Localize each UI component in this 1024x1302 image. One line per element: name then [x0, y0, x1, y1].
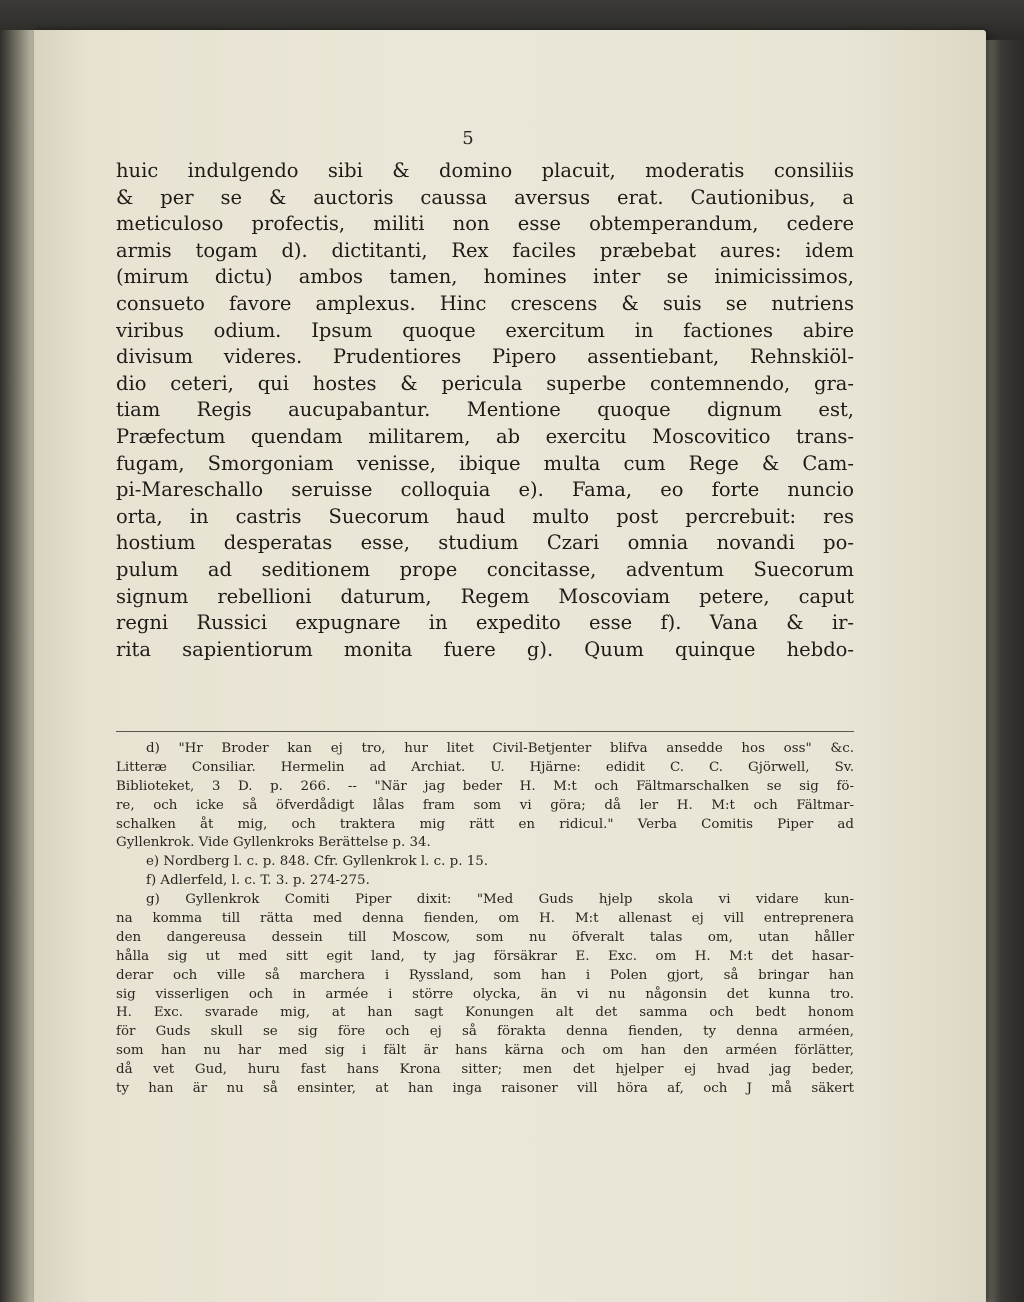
main-text-block: [116, 158, 854, 663]
footnote-line: som han nu har med sig i fält är hans kärna och om han den arméen förlätter,: [116, 1043, 854, 1059]
footnote-line: schalken åt mig, och traktera mig rätt en ridicul." Verba Comitis Piper ad: [116, 816, 854, 832]
text-line: orta, in castris Suecorum haud multo post percrebuit: res: [116, 504, 854, 528]
text-line: viribus odium. Ipsum quoque exercitum in factiones abire: [116, 318, 854, 342]
footnote-line: för Guds skull se sig före och ej så förakta denna fienden, ty denna arméen,: [116, 1024, 854, 1040]
footnote-line: ty han är nu så ensinter, at han inga raisoner vill höra af, och J må säkert: [116, 1081, 854, 1097]
text-line: consueto favore amplexus. Hinc crescens & suis se nutriens: [116, 291, 854, 315]
footnotes-block: [116, 740, 854, 1099]
scan-background: [0, 0, 1024, 34]
text-line: rita sapientiorum monita fuere g). Quum quinque hebdo-: [116, 637, 854, 661]
text-line: pi-Mareschallo seruisse colloquia e). Fama, eo forte nuncio: [116, 478, 854, 502]
text-line: armis togam d). dictitanti, Rex faciles præbebat aures: idem: [116, 238, 854, 262]
text-line: signum rebellioni daturum, Regem Moscoviam petere, caput: [116, 584, 854, 608]
footnote-line: Litteræ Consiliar. Hermelin ad Archiat. U. Hjärne: edidit C. C. Gjörwell, Sv.: [116, 759, 854, 775]
text-line: pulum ad seditionem prope concitasse, adventum Suecorum: [116, 557, 854, 581]
footnote-separator: [116, 731, 854, 732]
book-page-edge: [986, 40, 1024, 1302]
footnote-line: na komma till rätta med denna fienden, om H. M:t allenast ej vill entreprenera: [116, 911, 854, 927]
text-line: regni Russici expugnare in expedito esse f). Vana & ir-: [116, 611, 854, 635]
page-number: 5: [462, 128, 474, 149]
text-line: hostium desperatas esse, studium Czari omnia novandi po-: [116, 531, 854, 555]
footnote-line: H. Exc. svarade mig, at han sagt Konungen alt det samma och bedt honom: [116, 1005, 854, 1021]
footnote-line: re, och icke så öfverdådigt lålas fram som vi göra; då ler H. M:t och Fältmar-: [116, 797, 854, 813]
footnote-line: e) Nordberg l. c. p. 848. Cfr. Gyllenkrok l. c. p. 15.: [146, 854, 489, 870]
footnote-line: sig visserligen och in armée i större olycka, än vi nu någonsin det kunna tro.: [116, 986, 854, 1002]
footnote-line: hålla sig ut med sitt egit land, ty jag försäkrar E. Exc. om H. M:t det hasar-: [116, 948, 854, 964]
footnote-line: d) "Hr Broder kan ej tro, hur litet Civil-Betjenter blifva ansedde hos oss" &c.: [146, 741, 854, 756]
footnote-line: den dangereusa dessein till Moscow, som nu öfveralt talas om, utan håller: [116, 929, 854, 945]
text-line: & per se & auctoris caussa aversus erat. Cautionibus, a: [116, 185, 854, 209]
footnote-line: derar och ville så marchera i Ryssland, som han i Polen gjort, så bringar han: [116, 967, 854, 983]
text-line: tiam Regis aucupabantur. Mentione quoque dignum est,: [116, 398, 854, 422]
text-line: Præfectum quendam militarem, ab exercitu Moscovitico trans-: [116, 424, 854, 448]
footnote-line: g) Gyllenkrok Comiti Piper dixit: "Med Guds hjelp skola vi vidare kun-: [146, 892, 854, 908]
text-line: fugam, Smorgoniam venisse, ibique multa cum Rege & Cam-: [116, 451, 854, 475]
text-line: dio ceteri, qui hostes & pericula superbe contemnendo, gra-: [116, 371, 854, 395]
footnote-line: Biblioteket, 3 D. p. 266. -- "När jag beder H. M:t och Fältmarschalken se sig fö-: [116, 778, 854, 794]
footnote-line: då vet Gud, huru fast hans Krona sitter; men det hjelper ej hvad jag beder,: [116, 1062, 854, 1078]
text-line: meticuloso profectis, militi non esse obtemperandum, cedere: [116, 212, 854, 236]
footnote-line: f) Adlerfeld, l. c. T. 3. p. 274-275.: [146, 873, 370, 889]
text-line: huic indulgendo sibi & domino placuit, moderatis consiliis: [116, 159, 854, 182]
footnote-line: Gyllenkrok. Vide Gyllenkroks Berättelse p. 34.: [116, 835, 431, 851]
text-line: divisum videres. Prudentiores Pipero assentiebant, Rehnskiöl-: [116, 345, 854, 369]
text-line: (mirum dictu) ambos tamen, homines inter se inimicissimos,: [116, 265, 854, 289]
